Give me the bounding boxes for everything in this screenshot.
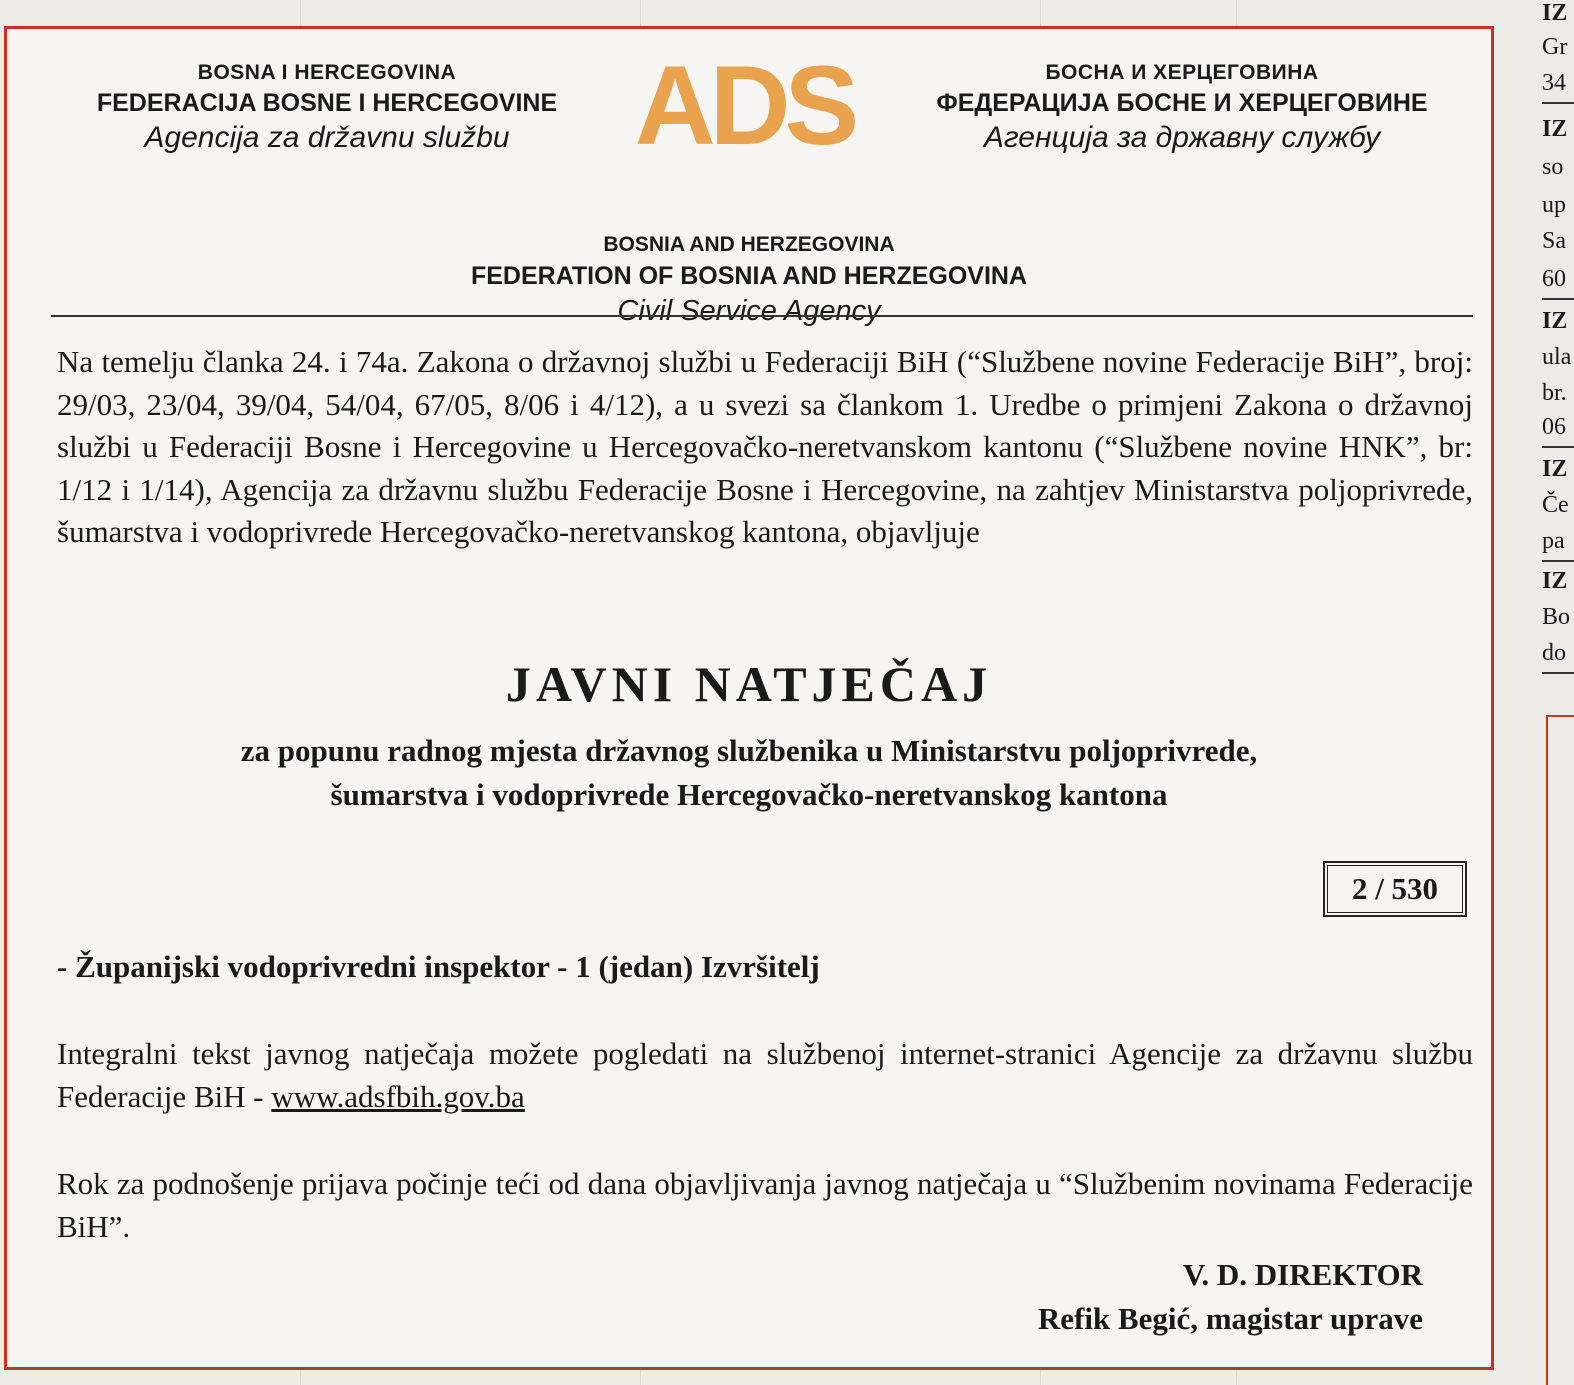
adjacent-ad-frame (1546, 715, 1574, 1385)
subtitle-line: za popunu radnog mjesta državnog službenika u Ministarstvu poljoprivrede, (240, 733, 1258, 768)
country-name: BOSNIA AND HERZEGOVINA (603, 233, 895, 256)
agency-name: Agencija za državnu službu (144, 121, 510, 154)
sidebar-fragment: Bo (1542, 604, 1571, 630)
sidebar-fragment: do (1542, 640, 1566, 666)
sidebar-fragment: Sa (1542, 228, 1566, 254)
federation-name: FEDERACIJA BOSNE I HERCEGOVINE (96, 89, 558, 117)
country-name: BOSNA I HERCEGOVINA (197, 61, 457, 84)
sidebar-fragment: 60 (1542, 266, 1566, 292)
sidebar-fragment: 06 (1542, 414, 1566, 440)
sidebar-fragment: IZ (1542, 456, 1568, 482)
sidebar-fragment: ula (1542, 344, 1572, 370)
sidebar-fragment: IZ (1542, 0, 1568, 26)
sidebar-fragment: pa (1542, 528, 1565, 554)
signature-name: Refik Begić, magistar uprave (1037, 1301, 1423, 1336)
federation-name: ФЕДЕРАЦИЈА БОСНЕ И ХЕРЦЕГОВИНЕ (936, 89, 1428, 117)
sidebar-fragment: Če (1542, 492, 1569, 518)
sidebar-fragment: br. (1542, 380, 1567, 406)
sidebar-fragment: up (1542, 192, 1566, 218)
website-link[interactable]: www.adsfbih.gov.ba (271, 1078, 525, 1114)
deadline-paragraph: Rok za podnošenje prijava počinje teći od dana objavljivanja javnog natječaja u “Službenim novinama Federacije BiH”. (57, 1166, 1473, 1244)
header-left-latin (47, 59, 607, 157)
agency-name: Агенција за државну службу (983, 121, 1381, 154)
notice-subtitle (7, 729, 1491, 817)
sidebar-rule (1542, 102, 1574, 104)
header-right-cyrillic (887, 59, 1477, 157)
country-name: БОСНА И ХЕРЦЕГОВИНА (1045, 61, 1319, 84)
sidebar-fragment: IZ (1542, 568, 1568, 594)
position-title: - Županijski vodoprivredni inspektor - 1 (jedan) Izvršitelj (57, 949, 820, 984)
intro-paragraph: Na temelju članka 24. i 74a. Zakona o državnoj službi u Federaciji BiH (“Službene novine Federacije BiH”, broj: 29/03, 23/04, 39/04, 54/04, 67/05, 8/06 i 4/12), a u svezi sa člankom 1. Uredbe o primjeni Zakona o državnoj službi u Federaciji Bosne i Hercegovine u Hercegovačko-neretvanskom kantonu (“Službene novine HNK”, br: 1/12 i 1/14), Agencija za državnu službu Federacije Bosne i Hercegovine, na zahtjev Ministarstva poljoprivrede, šumarstva i vodoprivrede Hercegovačko-neretvanskog kantona, objavljuje (57, 344, 1473, 549)
sidebar-rule (1542, 446, 1574, 448)
federation-name: FEDERATION OF BOSNIA AND HERZEGOVINA (470, 262, 1028, 290)
reference-number: 2 / 530 (1323, 861, 1467, 917)
notice-title: JAVNI NATJEČAJ (505, 656, 993, 712)
adjacent-column (1536, 0, 1574, 1385)
sidebar-fragment: Gr (1542, 34, 1568, 60)
subtitle-line: šumarstva i vodoprivrede Hercegovačko-neretvanskog kantona (330, 777, 1168, 812)
header-divider (51, 315, 1473, 317)
sidebar-fragment: IZ (1542, 116, 1568, 142)
ads-logo: ADS (634, 43, 854, 168)
sidebar-rule (1542, 298, 1574, 300)
sidebar-rule (1542, 560, 1574, 562)
signature-role: V. D. DIREKTOR (1182, 1257, 1423, 1292)
integral-text-paragraph (57, 1033, 1473, 1118)
public-notice-ad (4, 26, 1494, 1370)
agency-name: Civil Service Agency (617, 295, 881, 327)
integral-text: Integralni tekst javnog natječaja možete pogledati na službenoj internet-stranici Agencije za državnu službu Federacije BiH - (57, 1036, 1473, 1114)
sidebar-fragment: IZ (1542, 308, 1568, 334)
sidebar-rule (1542, 672, 1574, 674)
sidebar-fragment: so (1542, 154, 1564, 180)
sidebar-fragment: 34 (1542, 70, 1566, 96)
